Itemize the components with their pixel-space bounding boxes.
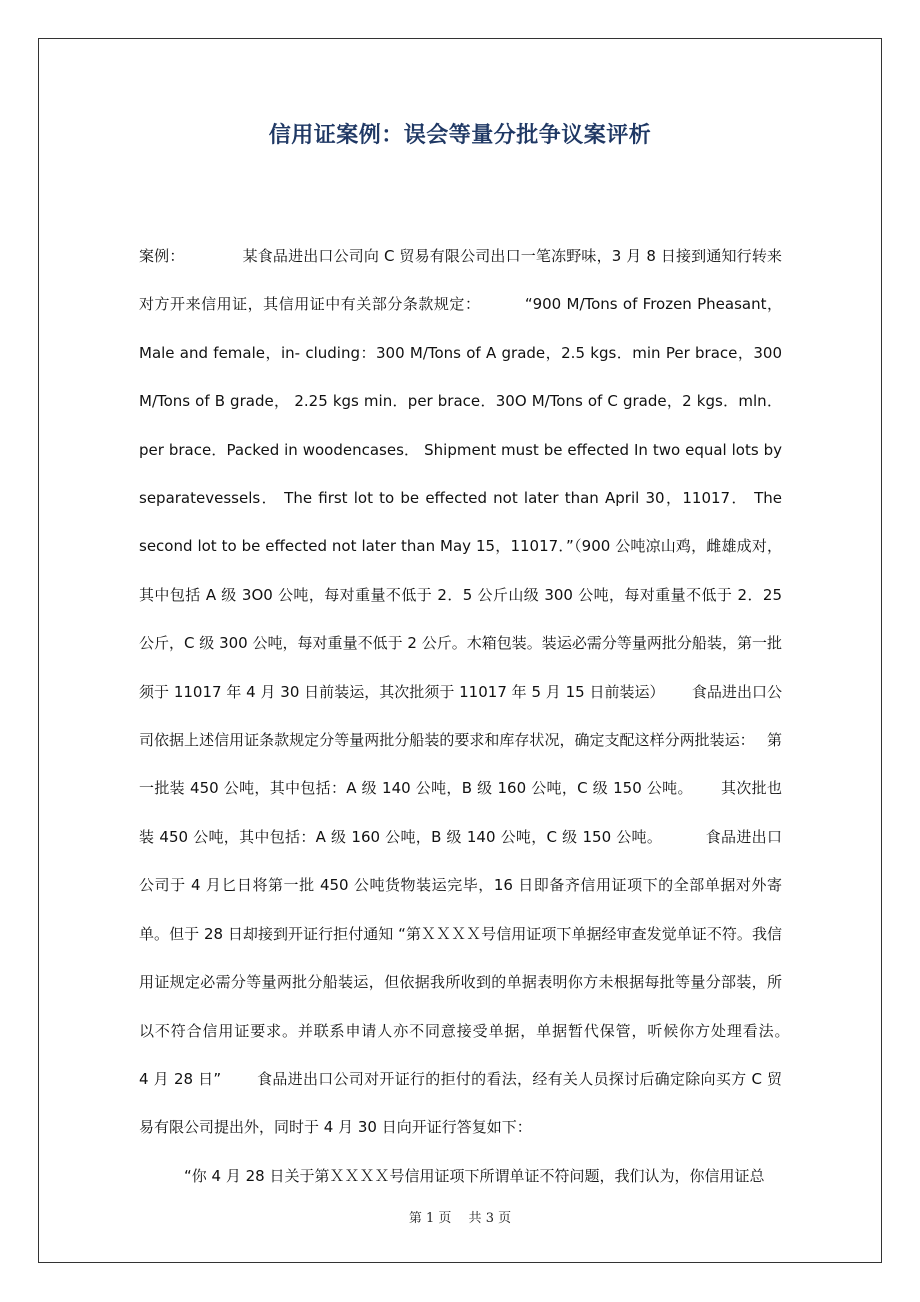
page-footer: 第 1 页 共 3 页 <box>408 1211 512 1226</box>
body-paragraph: 案例： 某食品进出口公司向 C 贸易有限公司出口一笔冻野味，3 月 8 日接到通知行转来对方开来信用证，其信用证中有关部分条款规定： “900 M/Tons of Frozen Pheasant，Male and female，in- cluding：300 M/Tons of A grade，2.5 kgs．min Per brace，300 M/Tons of B grade， 2.25 kgs min．per brace．30O M/Tons of C grade，2 kgs．mln．per brace．Packed in woodencases． Shipment must be effected In two equal lots by separatevessels． The first lot to be effected not later than April 30，11017． The second lot to be effected not later than May 15，11017．”（900 公吨凉山鸡，雌雄成对，其中包括 A 级 3O0 公吨，每对重量不低于 2．5 公斤山级 300 公吨，每对重量不低于 2．25 公斤，C 级 300 公吨，每对重量不低于 2 公斤。木箱包装。装运必需分等量两批分船装，第一批须于 11017 年 4 月 30 日前装运，其次批须于 11017 年 5 月 15 日前装运） 食品进出口公司依据上述信用证条款规定分等量两批分船装的要求和库存状况，确定支配这样分两批装运： 第一批装 450 公吨，其中包括：A 级 140 公吨，B 级 160 公吨，C 级 150 公吨。 其次批也装 450 公吨，其中包括：A 级 160 公吨，B 级 140 公吨，C 级 150 公吨。 食品进出口公司于 4 月匕日将第一批 450 公吨货物装运完毕，16 日即备齐信用证项下的全部单据对外寄单。但于 28 日却接到开证行拒付通知 “第ＸＸＸＸ号信用证项下单据经审查发觉单证不符。我信用证规定必需分等量两批分船装运，但依据我所收到的单据表明你方未根据每批等量分部装，所以不符合信用证要求。并联系申请人亦不同意接受单据，单据暂代保管，听候你方处理看法。 4 月 28 日” 食品进出口公司对开证行的拒付的看法，经有关人员探讨后确定除向买方 C 贸易有限公司提出外，同时于 4 月 30 日向开证行答复如下： <box>139 247 832 1137</box>
document-body <box>139 232 832 1200</box>
body-paragraph: “你 4 月 28 日关于第ＸＸＸＸ号信用证项下所谓单证不符问题，我们认为，你信用证总 <box>139 1166 765 1185</box>
document-title: 信用证案例：误会等量分批争议案评析 <box>268 123 652 148</box>
